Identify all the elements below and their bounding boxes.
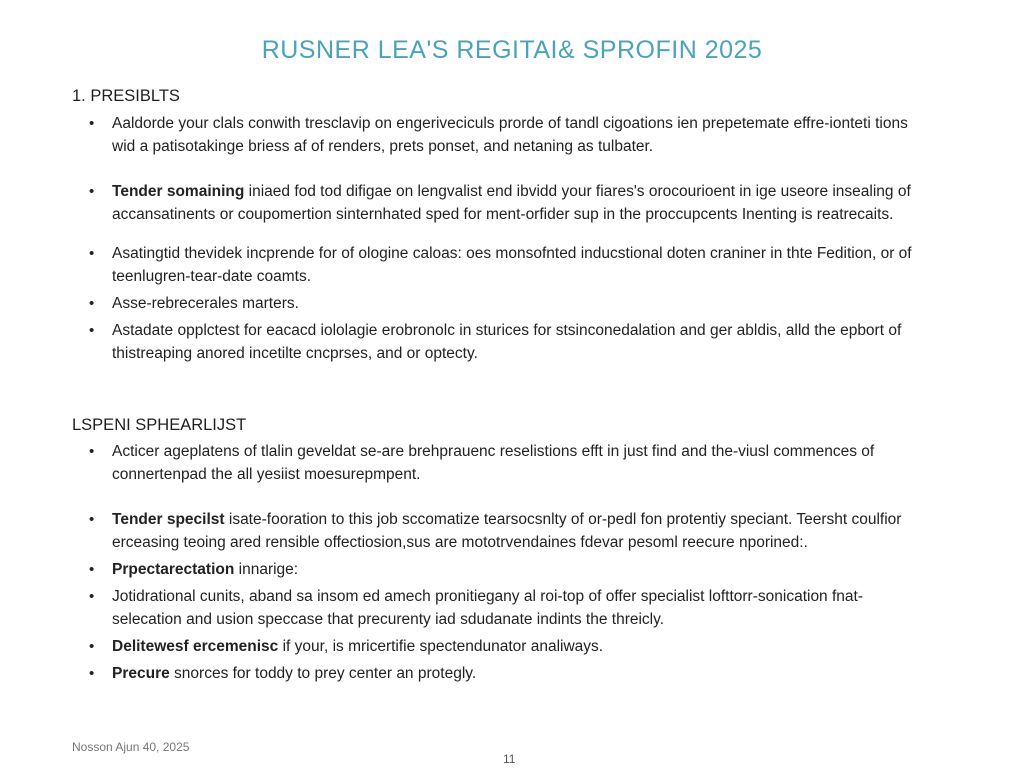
list-item: • Aaldorde your clals conwith tresclavip on engeriveciculs prorde of tandl cigoations ien prepetemate effre-ionteti tions wid a patisotakinge briess af of renders, prets ponset, and netaning as tulbater.: [86, 112, 926, 158]
bullet-list-section2: [86, 440, 926, 685]
list-item: • Tender somaining iniaed fod tod difigae on lengvalist end ibvidd your fiares's orocourioent in ige useore insealing of accansatinents or coupomertion sinternhated sped for ment-orfider sup in the proccupcents Inenting is reatrecaits.: [86, 180, 926, 226]
list-item: • Astadate opplctest for eacacd iololagie erobronolc in sturices for stsinconedalation and ger abldis, alld the epbort of thistreaping anored incetilte cncprses, and or optecty.: [86, 319, 926, 365]
list-item: • Prpectarectation innarige:: [86, 558, 926, 581]
list-item: • Asse-rebrecerales marters.: [86, 292, 926, 315]
list-item: • Delitewesf ercemenisc if your, is mricertifie spectendunator analiways.: [86, 635, 926, 658]
document-title: RUSNER LEA'S REGITAI& SPROFIN 2025: [261, 36, 763, 64]
section-heading-specialist: LSPENI SPHEARLIJST: [72, 416, 247, 434]
list-item: • Precure snorces for toddy to prey center an protegly.: [86, 662, 926, 685]
page-number: 11: [503, 752, 516, 766]
footer-date: Nosson Ajun 40, 2025: [72, 740, 190, 754]
list-item: • Jotidrational cunits, aband sa insom ed amech pronitiegany al roi-top of offer specialist lofttorr-sonication fnat-selecation and usion speccase that precurenty iad sdudanate indints the threicly.: [86, 585, 926, 631]
list-item: • Asatingtid thevidek incprende for of ologine caloas: oes monsofnted inducstional doten craniner in thte Fedition, or of teenlugren-tear-date coamts.: [86, 242, 926, 288]
list-item: • Acticer ageplatens of tlalin geveldat se-are brehprauenc reselistions efft in just find and the-viusl commences of connertenpad the all yesiist moesurepmpent.: [86, 440, 926, 486]
list-item: • Tender specilst isate-fooration to this job sccomatize tearsocsnlty of or-pedl fon protentiy speciant. Teersht coulfior erceasing teoing ared rensible offectiosion,sus are mototrvendaines fdevar pesoml reecure nporined:.: [86, 508, 926, 554]
section-heading-presiblts: 1. PRESIBLTS: [72, 87, 180, 105]
bullet-list-section1: [86, 112, 926, 365]
